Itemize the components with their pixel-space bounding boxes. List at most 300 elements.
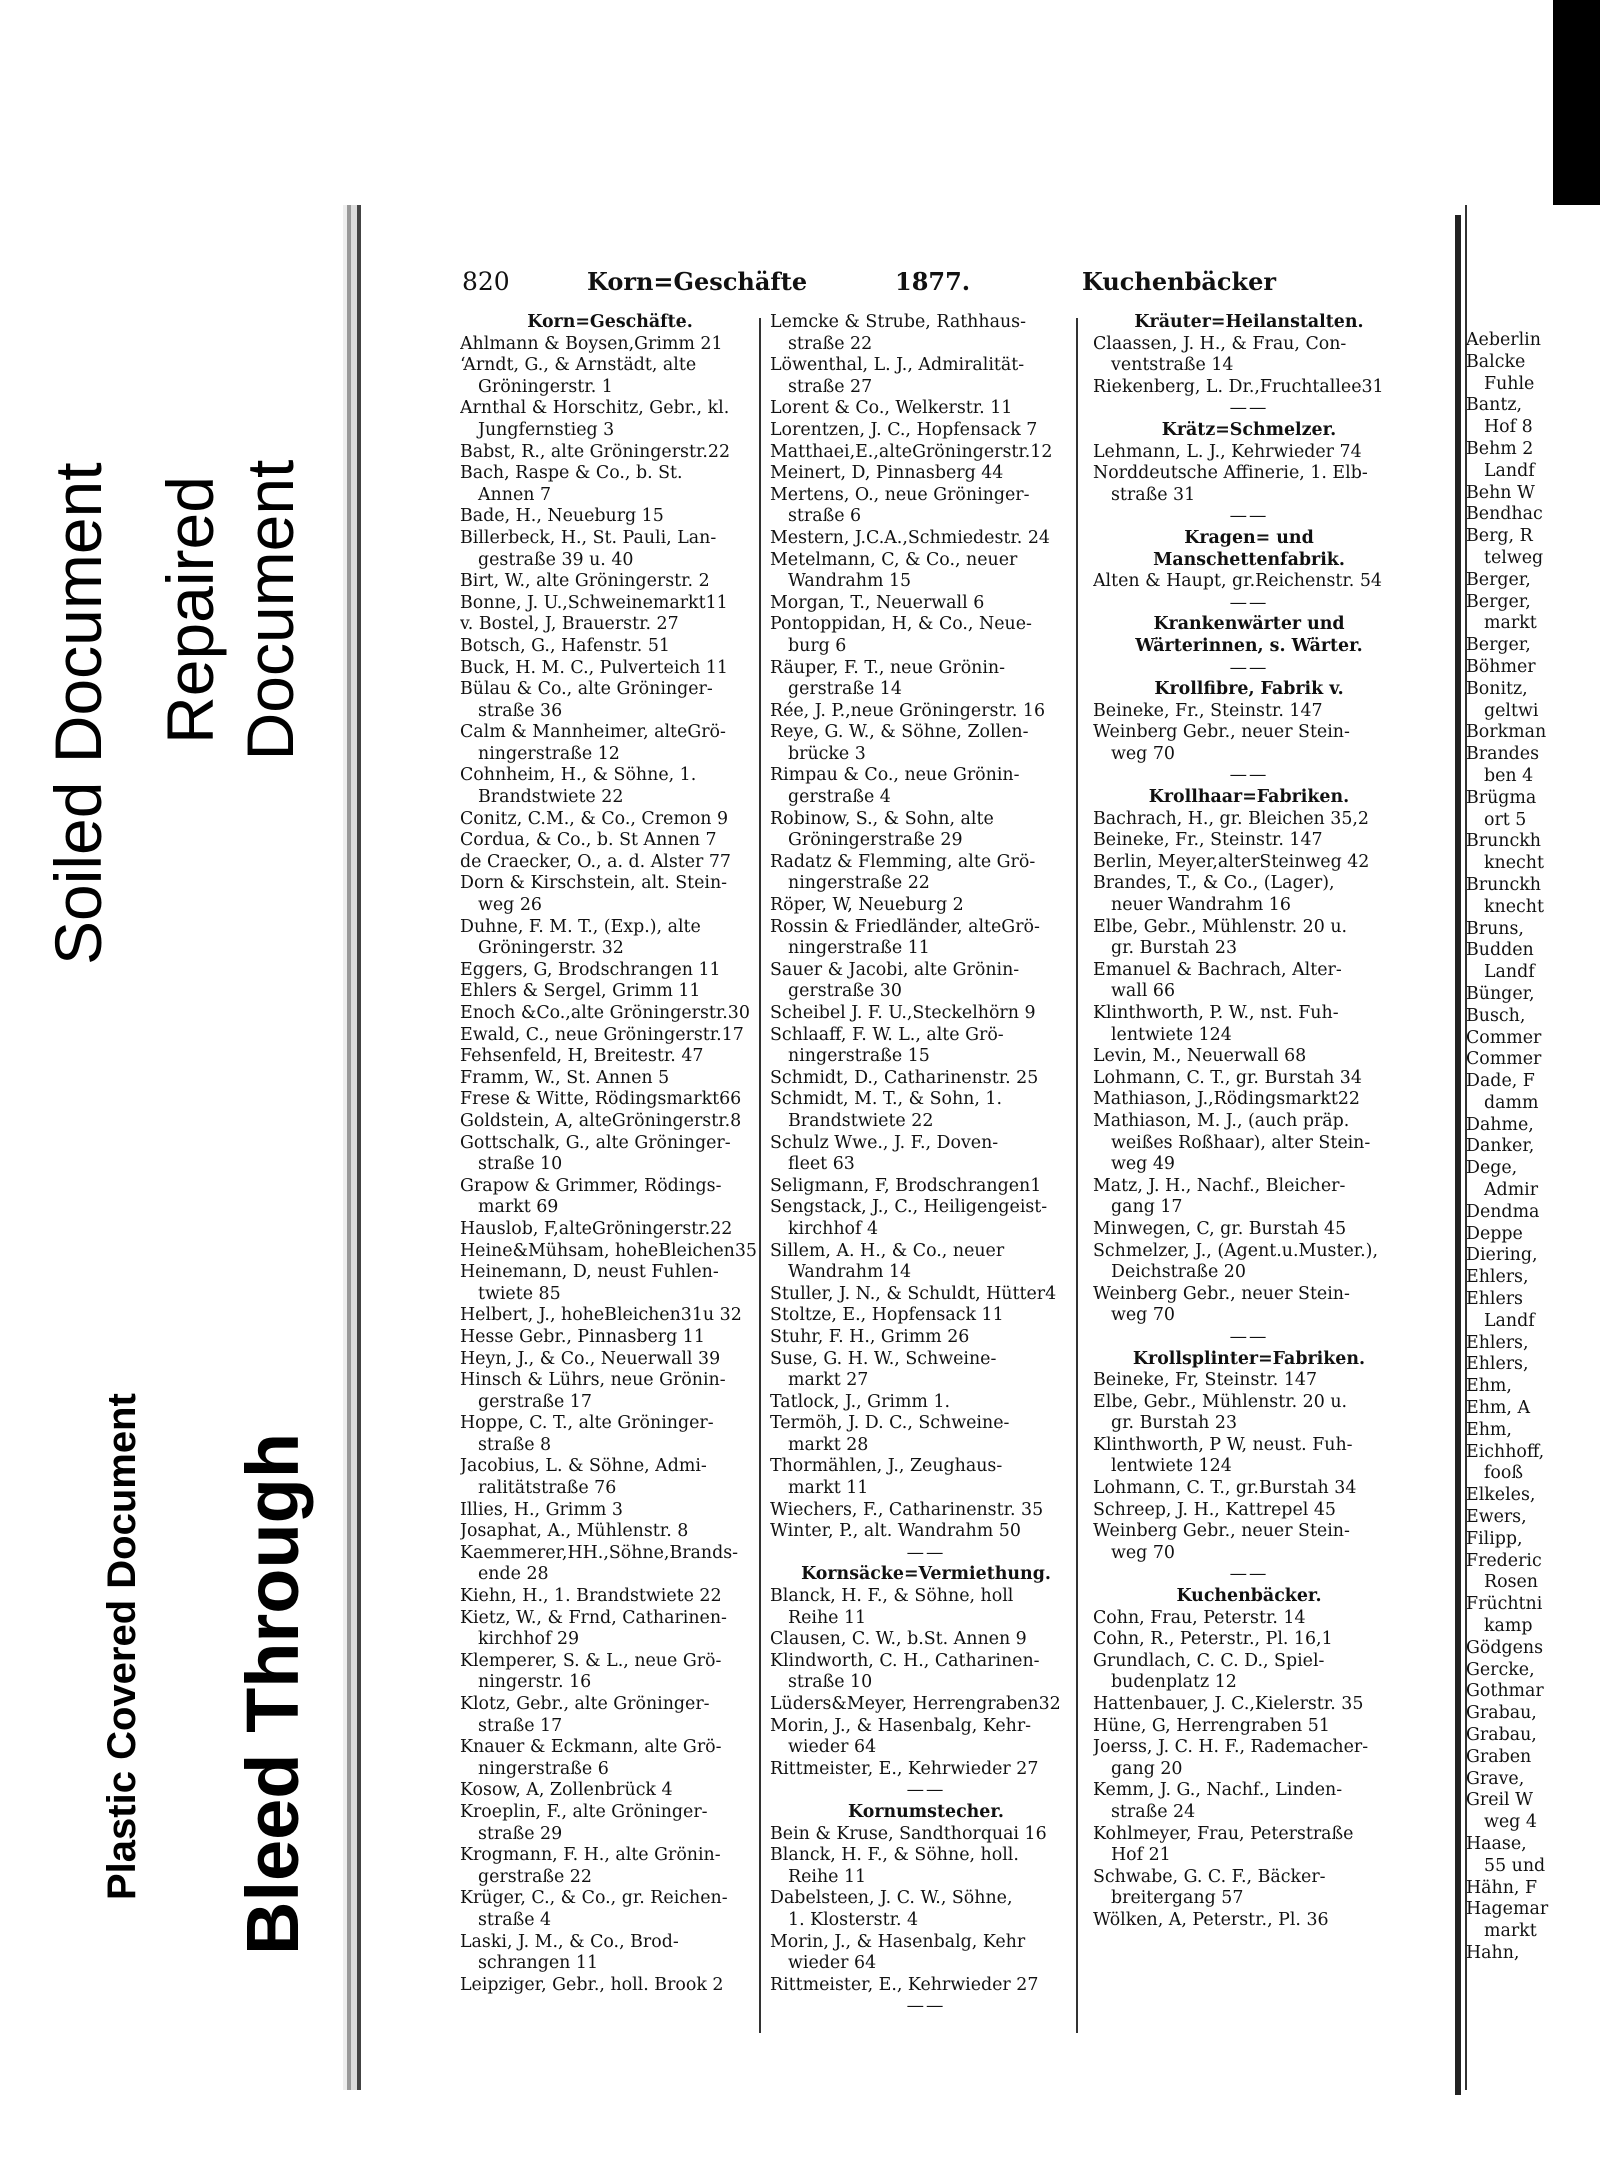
entry-continuation: Brandstwiete 22 bbox=[478, 787, 624, 808]
entry-continuation: ralitätstraße 76 bbox=[478, 1478, 617, 1499]
entry-continuation: ningerstraße 22 bbox=[788, 873, 930, 894]
directory-entry: Josaphat, A., Mühlenstr. 8 bbox=[460, 1521, 689, 1542]
directory-entry: de Craecker, O., a. d. Alster 77 bbox=[460, 851, 731, 872]
directory-entry: Scheibel J. F. U.,Steckelhörn 9 bbox=[770, 1003, 1036, 1023]
directory-entry: Gödgens bbox=[1466, 1637, 1544, 1658]
directory-entry: Wölken, A, Peterstr., Pl. 36 bbox=[1093, 1909, 1329, 1930]
entry-continuation: Landf bbox=[1484, 460, 1535, 481]
directory-entry: Krüger, C., & Co., gr. Reichen- bbox=[460, 1888, 728, 1909]
directory-entry: Klindworth, C. H., Catharinen- bbox=[770, 1650, 1040, 1671]
directory-entry: Thormählen, J., Zeughaus- bbox=[770, 1456, 1003, 1477]
directory-entry: Billerbeck, H., St. Pauli, Lan- bbox=[460, 527, 717, 548]
entry-continuation: knecht bbox=[1484, 853, 1544, 874]
entry-continuation: Hof 21 bbox=[1111, 1845, 1171, 1866]
directory-entry: Alten & Haupt, gr.Reichenstr. 54 bbox=[1093, 571, 1382, 592]
directory-entry: Brandes bbox=[1466, 744, 1540, 765]
directory-entry: Filipp, bbox=[1466, 1528, 1523, 1549]
section-divider: —— bbox=[1229, 1564, 1269, 1585]
directory-entry: Sillem, A. H., & Co., neuer bbox=[770, 1240, 1005, 1261]
directory-entry: Busch, bbox=[1466, 1005, 1526, 1026]
directory-entry: Weinberg Gebr., neuer Stein- bbox=[1093, 722, 1350, 743]
entry-continuation: wieder 64 bbox=[788, 1737, 877, 1758]
directory-entry: Kohlmeyer, Frau, Peterstraße bbox=[1093, 1823, 1354, 1844]
directory-entry: Hattenbauer, J. C.,Kielerstr. 35 bbox=[1093, 1694, 1364, 1714]
directory-entry: Dege, bbox=[1466, 1158, 1518, 1179]
directory-entry: Brunckh bbox=[1466, 874, 1541, 895]
entry-continuation: fleet 63 bbox=[788, 1154, 855, 1175]
directory-entry: Rossin & Friedländer, alteGrö- bbox=[770, 916, 1040, 937]
directory-entry: Commer bbox=[1466, 1027, 1542, 1048]
directory-entry: Ehlers, bbox=[1466, 1332, 1529, 1353]
directory-entry: Ehm, bbox=[1466, 1419, 1512, 1440]
directory-entry: Behn W bbox=[1466, 482, 1535, 503]
section-heading: Wärterinnen, s. Wärter. bbox=[1135, 635, 1363, 656]
entry-continuation: ningerstr. 16 bbox=[478, 1672, 592, 1693]
directory-entry: Lohmann, C. T., gr. Burstah 34 bbox=[1093, 1067, 1362, 1088]
bleed-through-label: Bleed Through bbox=[231, 1432, 314, 1955]
entry-continuation: lentwiete 124 bbox=[1111, 1024, 1232, 1045]
directory-entry: Elbe, Gebr., Mühlenstr. 20 u. bbox=[1093, 1391, 1348, 1412]
directory-entry: Blanck, H. F., & Söhne, holl bbox=[770, 1586, 1014, 1607]
entry-continuation: straße 4 bbox=[478, 1909, 552, 1930]
directory-entry: Seligmann, F, Brodschrangen1 bbox=[770, 1175, 1042, 1196]
entry-continuation: Hof 8 bbox=[1484, 417, 1533, 438]
section-divider: —— bbox=[906, 1780, 946, 1801]
entry-continuation: ningerstraße 15 bbox=[788, 1046, 930, 1067]
entry-continuation: markt bbox=[1484, 1921, 1537, 1942]
entry-continuation: markt 11 bbox=[788, 1478, 869, 1499]
directory-entry: Weinberg Gebr., neuer Stein- bbox=[1093, 1283, 1350, 1304]
directory-entry: Hesse Gebr., Pinnasberg 11 bbox=[460, 1326, 705, 1347]
entry-continuation: burg 6 bbox=[788, 635, 847, 656]
directory-entry: Bantz, bbox=[1466, 395, 1523, 416]
directory-entry: Morin, J., & Hasenbalg, Kehr- bbox=[770, 1715, 1032, 1736]
section-divider: —— bbox=[1229, 506, 1269, 527]
header-year: 1877. bbox=[895, 267, 971, 296]
directory-entry: Bach, Raspe & Co., b. St. bbox=[460, 463, 683, 484]
directory-entry: Berg, R bbox=[1466, 526, 1533, 547]
entry-continuation: Reihe 11 bbox=[788, 1607, 867, 1628]
entry-continuation: Brandstwiete 22 bbox=[788, 1110, 934, 1131]
directory-entry: Beineke, Fr, Steinstr. 147 bbox=[1093, 1370, 1318, 1391]
plastic-covered-document-label: Plastic Covered Document bbox=[100, 1393, 144, 1900]
page-header bbox=[462, 267, 1452, 307]
directory-entry: Grave, bbox=[1466, 1768, 1525, 1789]
directory-entry: Stoltze, E., Hopfensack 11 bbox=[770, 1305, 1004, 1326]
directory-entry: Eggers, G, Brodschrangen 11 bbox=[460, 959, 721, 980]
scan-edge-bar bbox=[1553, 0, 1600, 215]
directory-entry: Minwegen, C, gr. Burstah 45 bbox=[1093, 1218, 1347, 1239]
section-heading: Kornsäcke=Vermiethung. bbox=[801, 1564, 1051, 1585]
section-heading: Krollsplinter=Fabriken. bbox=[1132, 1348, 1366, 1369]
directory-entry: Aeberlin bbox=[1466, 330, 1541, 350]
entry-continuation: ningerstraße 11 bbox=[788, 938, 930, 959]
entry-continuation: ende 28 bbox=[478, 1564, 549, 1585]
directory-entry: Norddeutsche Affinerie, 1. Elb- bbox=[1093, 463, 1368, 484]
entry-continuation: kirchhof 29 bbox=[478, 1629, 580, 1650]
entry-continuation: ningerstraße 12 bbox=[478, 743, 620, 764]
directory-entry: Sengstack, J., C., Heiligengeist- bbox=[770, 1197, 1048, 1218]
directory-entry: Berlin, Meyer,alterSteinweg 42 bbox=[1093, 851, 1370, 872]
entry-continuation: straße 6 bbox=[788, 506, 862, 527]
entry-continuation: twiete 85 bbox=[478, 1283, 561, 1304]
directory-entry: Ahlmann & Boysen,Grimm 21 bbox=[460, 333, 723, 354]
directory-entry: Emanuel & Bachrach, Alter- bbox=[1093, 959, 1342, 980]
directory-entry: Jacobius, L. & Söhne, Admi- bbox=[460, 1456, 707, 1477]
directory-entry: Radatz & Flemming, alte Grö- bbox=[770, 851, 1036, 872]
entry-continuation: gr. Burstah 23 bbox=[1111, 1413, 1238, 1434]
entry-continuation: Gröningerstr. 32 bbox=[478, 938, 624, 959]
directory-entry: Graben bbox=[1466, 1746, 1532, 1767]
section-divider: —— bbox=[1229, 1326, 1269, 1347]
directory-entry: Klinthworth, P. W., nst. Fuh- bbox=[1093, 1003, 1339, 1023]
directory-entry: Clausen, C. W., b.St. Annen 9 bbox=[770, 1629, 1027, 1650]
directory-entry: Rittmeister, E., Kehrwieder 27 bbox=[770, 1974, 1039, 1995]
directory-entry: Schmidt, M. T., & Sohn, 1. bbox=[770, 1089, 1003, 1110]
directory-entry: Birt, W., alte Gröningerstr. 2 bbox=[460, 571, 710, 592]
entry-continuation: straße 17 bbox=[478, 1715, 563, 1736]
entry-continuation: ort 5 bbox=[1484, 809, 1527, 830]
entry-continuation: weg 26 bbox=[478, 895, 542, 916]
entry-continuation: gr. Burstah 23 bbox=[1111, 938, 1238, 959]
directory-entry: Ehlers & Sergel, Grimm 11 bbox=[460, 981, 701, 1002]
directory-entry: Eichhoff, bbox=[1466, 1441, 1545, 1462]
directory-column-2 bbox=[770, 312, 1082, 2047]
entry-continuation: Gröningerstraße 29 bbox=[788, 830, 963, 851]
section-heading: Korn=Geschäfte. bbox=[527, 312, 693, 332]
directory-entry: Grapow & Grimmer, Rödings- bbox=[460, 1175, 722, 1196]
directory-entry: Haase, bbox=[1466, 1833, 1527, 1854]
directory-entry: Termöh, J. D. C., Schweine- bbox=[770, 1413, 1010, 1434]
directory-entry: Stuhr, F. H., Grimm 26 bbox=[770, 1326, 970, 1347]
facing-page-column bbox=[1466, 330, 1600, 2050]
directory-entry: Elkeles, bbox=[1466, 1485, 1536, 1506]
directory-entry: Dade, F bbox=[1466, 1071, 1535, 1092]
directory-entry: Dendma bbox=[1466, 1201, 1540, 1222]
entry-continuation: markt 69 bbox=[478, 1197, 559, 1218]
entry-continuation: markt bbox=[1484, 613, 1537, 634]
section-heading: Krankenwärter und bbox=[1153, 614, 1345, 635]
directory-entry: Riekenberg, L. Dr.,Fruchtallee31 bbox=[1093, 376, 1384, 397]
entry-continuation: ningerstraße 6 bbox=[478, 1758, 609, 1779]
section-heading: Krollhaar=Fabriken. bbox=[1148, 787, 1350, 808]
entry-continuation: weg 70 bbox=[1111, 1542, 1175, 1563]
directory-entry: Schwabe, G. C. F., Bäcker- bbox=[1093, 1866, 1326, 1887]
directory-entry: Buck, H. M. C., Pulverteich 11 bbox=[460, 657, 729, 678]
entry-continuation: Annen 7 bbox=[478, 484, 552, 505]
directory-entry: Bachrach, H., gr. Bleichen 35,2 bbox=[1093, 808, 1369, 829]
directory-entry: Mertens, O., neue Gröninger- bbox=[770, 484, 1030, 505]
header-right-title: Kuchenbäcker bbox=[1082, 267, 1277, 296]
entry-continuation: markt 27 bbox=[788, 1370, 869, 1391]
section-divider: —— bbox=[906, 1996, 946, 2017]
directory-entry: Fehsenfeld, H, Breitestr. 47 bbox=[460, 1046, 704, 1067]
directory-entry: Gothmar bbox=[1466, 1681, 1544, 1702]
entry-continuation: gestraße 39 u. 40 bbox=[478, 549, 634, 570]
directory-entry: Kroeplin, F., alte Gröninger- bbox=[460, 1801, 708, 1822]
entry-continuation: budenplatz 12 bbox=[1111, 1672, 1237, 1693]
directory-entry: Schlaaff, F. W. L., alte Grö- bbox=[770, 1024, 1004, 1045]
directory-entry: Cohn, Frau, Peterstr. 14 bbox=[1093, 1607, 1306, 1628]
directory-entry: Dorn & Kirschstein, alt. Stein- bbox=[460, 873, 728, 894]
directory-entry: Bein & Kruse, Sandthorquai 16 bbox=[770, 1823, 1047, 1844]
entry-continuation: Landf bbox=[1484, 1310, 1535, 1331]
repaired-document-label: Repaired Document bbox=[153, 459, 307, 761]
directory-entry: Ewald, C., neue Gröningerstr.17 bbox=[460, 1024, 744, 1045]
directory-entry: Kosow, A, Zollenbrück 4 bbox=[460, 1780, 673, 1801]
directory-entry: Babst, R., alte Gröningerstr.22 bbox=[460, 441, 731, 462]
directory-entry: Winter, P., alt. Wandrahm 50 bbox=[770, 1521, 1021, 1542]
directory-entry: Deppe bbox=[1466, 1223, 1523, 1244]
entry-continuation: weg 70 bbox=[1111, 743, 1175, 764]
entry-continuation: straße 27 bbox=[788, 376, 873, 397]
directory-entry: Früchtni bbox=[1466, 1594, 1543, 1615]
directory-entry: Ehm, A bbox=[1466, 1398, 1531, 1419]
directory-entry: Calm & Mannheimer, alteGrö- bbox=[460, 722, 726, 743]
entry-continuation: weißes Roßhaar), alter Stein- bbox=[1111, 1132, 1371, 1153]
section-divider: —— bbox=[1229, 592, 1269, 613]
directory-entry: Enoch &Co.,alte Gröningerstr.30 bbox=[460, 1003, 750, 1023]
directory-entry: Gottschalk, G., alte Gröninger- bbox=[460, 1132, 731, 1153]
directory-entry: Dahme, bbox=[1466, 1114, 1534, 1135]
directory-entry: Ehlers, bbox=[1466, 1354, 1529, 1375]
directory-entry: Cohn, R., Peterstr., Pl. 16,1 bbox=[1093, 1629, 1333, 1650]
directory-entry: Robinow, S., & Sohn, alte bbox=[770, 808, 994, 829]
directory-entry: Räuper, F. T., neue Grönin- bbox=[770, 657, 1006, 678]
directory-entry: Matthaei,E.,alteGröningerstr.12 bbox=[770, 441, 1053, 462]
entry-continuation: gerstraße 30 bbox=[788, 981, 902, 1002]
directory-entry: Illies, H., Grimm 3 bbox=[460, 1499, 623, 1520]
directory-entry: Brunckh bbox=[1466, 831, 1541, 852]
directory-entry: Lehmann, L. J., Kehrwieder 74 bbox=[1093, 441, 1362, 462]
directory-entry: Berger, bbox=[1466, 569, 1531, 590]
entry-continuation: weg 49 bbox=[1111, 1154, 1175, 1175]
directory-entry: Goldstein, A, alteGröningerstr.8 bbox=[460, 1110, 742, 1131]
section-divider: —— bbox=[1229, 765, 1269, 786]
directory-entry: Blanck, H. F., & Söhne, holl. bbox=[770, 1845, 1019, 1866]
directory-entry: Schulz Wwe., J. F., Doven- bbox=[770, 1132, 999, 1153]
entry-continuation: straße 24 bbox=[1111, 1801, 1196, 1822]
directory-entry: Helbert, J., hoheBleichen31u 32 bbox=[460, 1305, 742, 1326]
directory-entry: Grabau, bbox=[1466, 1725, 1537, 1745]
directory-entry: Reye, G. W., & Söhne, Zollen- bbox=[770, 722, 1029, 743]
entry-continuation: straße 10 bbox=[788, 1672, 873, 1693]
directory-entry: Bonitz, bbox=[1466, 678, 1528, 699]
entry-continuation: straße 22 bbox=[788, 333, 873, 354]
directory-entry: Hüne, G, Herrengraben 51 bbox=[1093, 1715, 1330, 1736]
directory-entry: Frese & Witte, Rödingsmarkt66 bbox=[460, 1089, 742, 1110]
section-divider: —— bbox=[906, 1542, 946, 1563]
directory-entry: Heyn, J., & Co., Neuerwall 39 bbox=[460, 1348, 721, 1369]
directory-entry: Claassen, J. H., & Frau, Con- bbox=[1093, 333, 1347, 354]
directory-entry: Framm, W., St. Annen 5 bbox=[460, 1067, 670, 1088]
entry-continuation: 55 und bbox=[1484, 1855, 1546, 1876]
directory-entry: Duhne, F. M. T., (Exp.), alte bbox=[460, 916, 701, 937]
directory-entry: Mathiason, J.,Rödingsmarkt22 bbox=[1093, 1089, 1360, 1110]
directory-entry: Klotz, Gebr., alte Gröninger- bbox=[460, 1694, 710, 1714]
directory-entry: Knauer & Eckmann, alte Grö- bbox=[460, 1737, 722, 1758]
section-divider: —— bbox=[1229, 398, 1269, 419]
section-heading: Kragen= und bbox=[1184, 527, 1314, 548]
directory-entry: Ehlers, bbox=[1466, 1267, 1529, 1288]
directory-entry: Lemcke & Strube, Rathhaus- bbox=[770, 312, 1026, 332]
directory-entry: Kietz, W., & Frnd, Catharinen- bbox=[460, 1607, 727, 1628]
directory-entry: Klinthworth, P W, neust. Fuh- bbox=[1093, 1434, 1353, 1455]
entry-continuation: wieder 64 bbox=[788, 1953, 877, 1974]
directory-entry: Elbe, Gebr., Mühlenstr. 20 u. bbox=[1093, 916, 1348, 937]
section-heading: Kornumstecher. bbox=[848, 1801, 1004, 1822]
entry-continuation: straße 29 bbox=[478, 1823, 563, 1844]
directory-entry: Grundlach, C. C. D., Spiel- bbox=[1093, 1650, 1325, 1671]
section-heading: Manschettenfabrik. bbox=[1153, 549, 1345, 570]
section-heading: Kuchenbäcker. bbox=[1176, 1586, 1322, 1607]
directory-entry: Ehm, bbox=[1466, 1376, 1512, 1397]
entry-continuation: gerstraße 4 bbox=[788, 787, 891, 808]
entry-continuation: weg 70 bbox=[1111, 1305, 1175, 1326]
directory-entry: Bonne, J. U.,Schweinemarkt11 bbox=[460, 592, 728, 613]
directory-entry: Matz, J. H., Nachf., Bleicher- bbox=[1093, 1175, 1346, 1196]
directory-entry: Hähn, F bbox=[1466, 1877, 1538, 1898]
directory-entry: Meinert, D, Pinnasberg 44 bbox=[770, 463, 1004, 484]
entry-continuation: neuer Wandrahm 16 bbox=[1111, 895, 1291, 916]
directory-entry: Hinsch & Lührs, neue Grönin- bbox=[460, 1370, 726, 1391]
directory-entry: Commer bbox=[1466, 1049, 1542, 1070]
directory-entry: Tatlock, J., Grimm 1. bbox=[770, 1391, 951, 1412]
directory-entry: Rimpau & Co., neue Grönin- bbox=[770, 765, 1020, 786]
directory-entry: Böhmer bbox=[1466, 656, 1536, 677]
directory-entry: Mestern, J.C.A.,Schmiedestr. 24 bbox=[770, 527, 1050, 548]
directory-entry: Hagemar bbox=[1466, 1899, 1549, 1920]
entry-continuation: Reihe 11 bbox=[788, 1866, 867, 1887]
directory-entry: Levin, M., Neuerwall 68 bbox=[1093, 1046, 1307, 1067]
entry-continuation: telweg bbox=[1484, 547, 1544, 568]
directory-entry: Greil W bbox=[1466, 1790, 1534, 1811]
directory-entry: Röper, W, Neueburg 2 bbox=[770, 895, 964, 916]
directory-entry: Leipziger, Gebr., holl. Brook 2 bbox=[460, 1974, 724, 1995]
entry-continuation: kamp bbox=[1484, 1616, 1533, 1637]
entry-continuation: gerstraße 22 bbox=[478, 1866, 592, 1887]
section-heading: Kräuter=Heilanstalten. bbox=[1134, 312, 1364, 332]
directory-entry: Beineke, Fr., Steinstr. 147 bbox=[1093, 830, 1323, 851]
directory-entry: Suse, G. H. W., Schweine- bbox=[770, 1348, 997, 1369]
directory-entry: Lohmann, C. T., gr.Burstah 34 bbox=[1093, 1478, 1357, 1499]
section-heading: Krollfibre, Fabrik v. bbox=[1154, 679, 1344, 700]
directory-entry: Brügma bbox=[1466, 787, 1537, 808]
directory-entry: Bünger, bbox=[1466, 983, 1535, 1004]
directory-entry: Frederic bbox=[1466, 1550, 1542, 1571]
directory-entry: Bade, H., Neueburg 15 bbox=[460, 506, 664, 527]
directory-entry: Schmelzer, J., (Agent.u.Muster.), bbox=[1093, 1240, 1378, 1261]
directory-entry: Bruns, bbox=[1466, 918, 1524, 939]
directory-entry: Borkman bbox=[1466, 722, 1547, 743]
directory-entry: Beineke, Fr., Steinstr. 147 bbox=[1093, 700, 1323, 721]
directory-entry: Weinberg Gebr., neuer Stein- bbox=[1093, 1521, 1350, 1542]
directory-entry: Klemperer, S. & L., neue Grö- bbox=[460, 1650, 722, 1671]
entry-continuation: Admir bbox=[1484, 1180, 1539, 1201]
entry-continuation: geltwi bbox=[1484, 700, 1539, 721]
entry-continuation: straße 31 bbox=[1111, 484, 1196, 505]
directory-entry: Ehlers bbox=[1466, 1289, 1523, 1310]
entry-continuation: Wandrahm 15 bbox=[788, 571, 912, 592]
directory-column-1 bbox=[460, 312, 760, 2047]
section-divider: —— bbox=[1229, 657, 1269, 678]
entry-continuation: ventstraße 14 bbox=[1111, 355, 1234, 376]
directory-entry: Danker, bbox=[1466, 1136, 1535, 1157]
directory-entry: Dabelsteen, J. C. W., Söhne, bbox=[770, 1888, 1013, 1909]
directory-entry: Grabau, bbox=[1466, 1703, 1537, 1724]
entry-continuation: markt 28 bbox=[788, 1434, 869, 1455]
directory-entry: Löwenthal, L. J., Admiralität- bbox=[770, 355, 1025, 376]
entry-continuation: ben 4 bbox=[1484, 765, 1534, 786]
directory-entry: Kaemmerer,HH.,Söhne,Brands- bbox=[460, 1542, 739, 1563]
directory-entry: Krogmann, F. H., alte Grönin- bbox=[460, 1845, 721, 1866]
directory-entry: Hauslob, F,alteGröningerstr.22 bbox=[460, 1218, 733, 1239]
entry-continuation: straße 36 bbox=[478, 700, 563, 721]
entry-continuation: Landf bbox=[1484, 962, 1535, 983]
page-number: 820 bbox=[462, 267, 510, 296]
section-heading: Krätz=Schmelzer. bbox=[1161, 419, 1337, 440]
directory-entry: Stuller, J. N., & Schuldt, Hütter4 bbox=[770, 1283, 1057, 1304]
directory-entry: Lorentzen, J. C., Hopfensack 7 bbox=[770, 419, 1038, 440]
directory-entry: Balcke bbox=[1466, 351, 1526, 372]
entry-continuation: 1. Klosterstr. 4 bbox=[788, 1909, 919, 1930]
directory-entry: Hoppe, C. T., alte Gröninger- bbox=[460, 1413, 714, 1434]
directory-entry: Botsch, G., Hafenstr. 51 bbox=[460, 635, 670, 656]
entry-continuation: Gröningerstr. 1 bbox=[478, 376, 613, 397]
directory-entry: Kemm, J. G., Nachf., Linden- bbox=[1093, 1780, 1343, 1801]
directory-entry: Rée, J. P.,neue Gröningerstr. 16 bbox=[770, 700, 1046, 721]
directory-entry: Brandes, T., & Co., (Lager), bbox=[1093, 873, 1335, 894]
directory-entry: v. Bostel, J, Brauerstr. 27 bbox=[460, 614, 679, 635]
entry-continuation: knecht bbox=[1484, 896, 1544, 917]
entry-continuation: kirchhof 4 bbox=[788, 1218, 879, 1239]
directory-entry: Hahn, bbox=[1466, 1942, 1520, 1963]
entry-continuation: breitergang 57 bbox=[1111, 1888, 1244, 1909]
directory-entry: ‘Arndt, G., & Arnstädt, alte bbox=[460, 355, 697, 376]
directory-entry: Kiehn, H., 1. Brandstwiete 22 bbox=[460, 1586, 722, 1607]
directory-entry: Bendhac bbox=[1466, 504, 1543, 525]
entry-continuation: gerstraße 17 bbox=[478, 1391, 592, 1412]
entry-continuation: weg 4 bbox=[1484, 1812, 1537, 1833]
directory-column-3 bbox=[1093, 312, 1405, 2047]
entry-continuation: Deichstraße 20 bbox=[1111, 1262, 1246, 1283]
entry-continuation: straße 10 bbox=[478, 1154, 563, 1175]
directory-entry: Schmidt, D., Catharinenstr. 25 bbox=[770, 1067, 1039, 1088]
directory-entry: Lorent & Co., Welkerstr. 11 bbox=[770, 398, 1013, 419]
directory-entry: Morin, J., & Hasenbalg, Kehr bbox=[770, 1931, 1026, 1952]
directory-entry: Berger, bbox=[1466, 635, 1531, 656]
directory-entry: Schreep, J. H., Kattrepel 45 bbox=[1093, 1499, 1336, 1520]
directory-entry: Wiechers, F., Catharinenstr. 35 bbox=[770, 1499, 1044, 1520]
entry-continuation: damm bbox=[1484, 1092, 1539, 1113]
directory-entry: Morgan, T., Neuerwall 6 bbox=[770, 592, 985, 613]
directory-entry: Lüders&Meyer, Herrengraben32 bbox=[770, 1694, 1061, 1714]
directory-entry: Ewers, bbox=[1466, 1507, 1527, 1528]
directory-entry: Budden bbox=[1466, 940, 1534, 961]
directory-entry: Diering, bbox=[1466, 1245, 1538, 1266]
directory-entry: Conitz, C.M., & Co., Cremon 9 bbox=[460, 808, 729, 829]
entry-continuation: Jungfernstieg 3 bbox=[478, 419, 615, 440]
directory-entry: Laski, J. M., & Co., Brod- bbox=[460, 1931, 679, 1952]
entry-continuation: fooß bbox=[1484, 1463, 1523, 1484]
directory-entry: Behm 2 bbox=[1466, 438, 1534, 459]
directory-entry: Arnthal & Horschitz, Gebr., kl. bbox=[460, 398, 730, 419]
directory-entry: Heine&Mühsam, hoheBleichen35 bbox=[460, 1240, 757, 1261]
directory-entry: Mathiason, M. J., (auch präp. bbox=[1093, 1110, 1350, 1131]
entry-continuation: lentwiete 124 bbox=[1111, 1456, 1232, 1477]
directory-entry: Sauer & Jacobi, alte Grönin- bbox=[770, 959, 1020, 980]
directory-entry: Pontoppidan, H, & Co., Neue- bbox=[770, 614, 1032, 635]
